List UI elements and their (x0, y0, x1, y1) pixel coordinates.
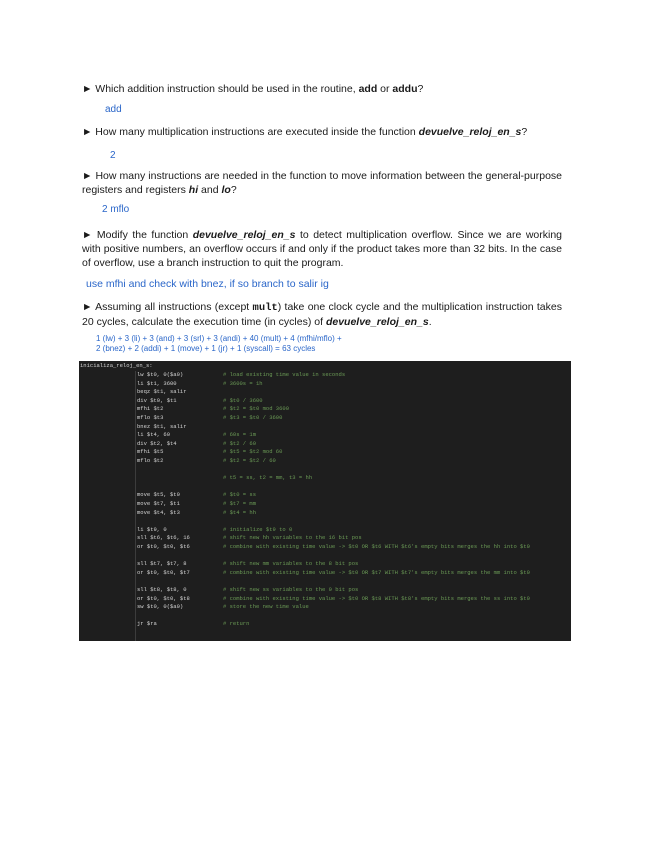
question-3: ► How many instructions are needed in the function to move information between the general-purpose registers and registers hi and lo? (82, 170, 562, 196)
code-instruction: or $t0, $t0, $t6 (137, 543, 190, 550)
code-instruction: sw $t0, 0($a0) (137, 603, 184, 611)
code-instruction: move $t7, $t1 (137, 500, 180, 507)
code-instruction: or $t0, $t0, $t7 (137, 568, 190, 576)
code-instruction: sll $t7, $t7, 8 (137, 560, 187, 568)
code-instruction: sll $t8, $t8, 0 (137, 586, 187, 593)
code-instruction: lw $t0, 0($a0) (137, 371, 184, 378)
code-instruction: div $t2, $t4 (137, 439, 177, 447)
code-comment: # return (223, 620, 250, 628)
code-instruction: sll $t6, $t6, 16 (137, 534, 190, 542)
question-4: ► Modify the function devuelve_reloj_en_s to detect multiplication overflow. Since we are working with positive numbers, an overflow occurs if and only if the product takes more than 32 bits. In the case of overflow, use a branch instruction to quit the program. (82, 229, 562, 269)
code-instruction: li $t4, 60 (137, 431, 171, 439)
code-label: inicializa_reloj_en_s: (80, 362, 153, 369)
function-name: devuelve_reloj_en_s (418, 126, 522, 138)
code-comment: # load existing time value in seconds (223, 371, 346, 378)
code-comment: # $t2 / 60 (223, 439, 257, 447)
code-instruction: div $t0, $t1 (137, 396, 177, 404)
question-1: ► Which addition instruction should be used in the routine, add or addu? (82, 83, 424, 95)
code-comment: # $t4 = hh (223, 508, 257, 516)
lo-register: lo (221, 184, 231, 196)
code-instruction: beqz $t1, salir (137, 388, 187, 396)
add-keyword: add (358, 83, 378, 95)
code-comment: # initialize $t9 to 0 (223, 525, 293, 533)
code-comment: # shift new hh variables to the 16 bit pos (223, 534, 362, 542)
code-instruction: or $t0, $t0, $t8 (137, 594, 190, 602)
code-comment: # $t7 = mm (223, 500, 257, 507)
code-instruction: li $t9, 0 (137, 525, 167, 533)
code-instruction: move $t4, $t3 (137, 508, 180, 516)
code-comment: # combine with existing time value -> $t0 OR $t6 WITH $t6's empty bits merges the hh into $t0 (223, 543, 530, 550)
code-instruction: mfhi $t5 (137, 448, 164, 456)
code-comment: # t5 = ss, t2 = mm, t3 = hh (223, 474, 313, 482)
addu-keyword: addu (392, 83, 418, 95)
code-comment: # $t0 = ss (223, 491, 257, 499)
mult-keyword: mult (252, 302, 278, 314)
hi-register: hi (188, 184, 199, 196)
question-2: ► How many multiplication instructions are executed inside the function devuelve_reloj_en_s? (82, 126, 528, 138)
code-instruction: mflo $t3 (137, 414, 164, 421)
code-instruction: li $t1, 3600 (137, 379, 177, 387)
code-editor (79, 361, 571, 641)
function-name: devuelve_reloj_en_s (192, 229, 296, 241)
code-gutter-line (135, 371, 136, 641)
code-instruction: bnez $t1, salir (137, 422, 187, 430)
code-instruction: jr $ra (137, 620, 157, 628)
code-instruction: mflo $t2 (137, 457, 164, 464)
function-name: devuelve_reloj_en_s (325, 316, 429, 328)
code-comment: # 60s = 1m (223, 431, 257, 439)
code-comment: # $t2 = $t2 / 60 (223, 457, 276, 464)
answer-2: 2 (110, 150, 116, 161)
answer-5-line-2: 2 (bnez) + 2 (addi) + 1 (move) + 1 (jr) + 1 (syscall) = 63 cycles (96, 344, 316, 353)
code-comment: # 3600s = 1h (223, 379, 263, 387)
question-5: ► Assuming all instructions (except mult) take one clock cycle and the multiplication instruction takes 20 cycles, calculate the execution time (in cycles) of devuelve_reloj_en_s. (82, 301, 562, 328)
code-comment: # $t0 / 3600 (223, 396, 263, 404)
answer-4: use mfhi and check with bnez, if so branch to salir ig (86, 278, 329, 290)
answer-5 (96, 334, 342, 354)
code-comment: # $t3 = $t0 / 3600 (223, 414, 283, 421)
answer-1: add (105, 104, 122, 115)
answer-5-line-1: 1 (lw) + 3 (li) + 3 (and) + 3 (srl) + 3 (andi) + 40 (mult) + 4 (mfhi/mflo) + (96, 334, 342, 343)
code-instruction: mfhi $t2 (137, 405, 164, 413)
answer-3: 2 mflo (102, 204, 130, 215)
code-comment: # $t5 = $t2 mod 60 (223, 448, 283, 456)
code-comment: # store the new time value (223, 603, 309, 611)
code-comment: # shift new mm variables to the 8 bit pos (223, 560, 359, 568)
code-comment: # combine with existing time value -> $t0 OR $t8 WITH $t8's empty bits merges the ss into $t0 (223, 594, 530, 602)
code-comment: # combine with existing time value -> $t0 OR $t7 WITH $t7's empty bits merges the mm into $t0 (223, 568, 530, 576)
code-instruction: move $t5, $t0 (137, 491, 180, 499)
code-comment: # shift new ss variables to the 0 bit pos (223, 586, 359, 593)
code-comment: # $t2 = $t0 mod 3600 (223, 405, 290, 413)
